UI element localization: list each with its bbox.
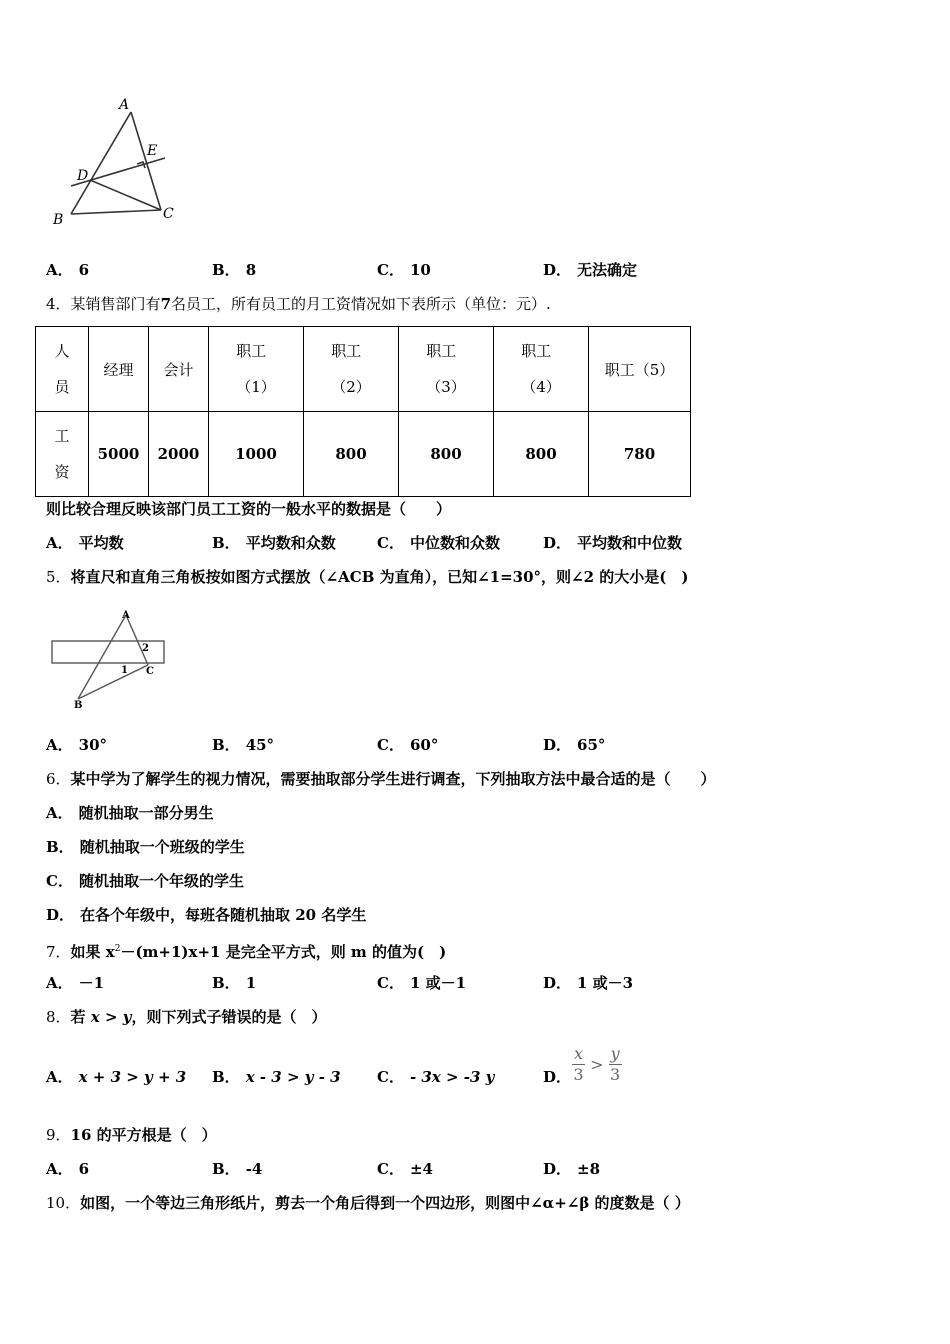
q8-question: 8．若 x > y，则下列式子错误的是（ ） xyxy=(46,1008,327,1026)
fig1-label-a: A xyxy=(119,97,130,113)
q9-question: 9．16 的平方根是（ ） xyxy=(46,1126,217,1144)
fig2-label-2: 2 xyxy=(142,643,149,654)
fig2-label-a: A xyxy=(122,610,130,621)
q9-option-c[interactable]: C． ±4 xyxy=(377,1160,433,1178)
table-cell-value: 1000 xyxy=(209,412,304,497)
q8-option-b[interactable]: B． x - 3 > y - 3 xyxy=(212,1068,341,1086)
fig2-label-b: B xyxy=(74,700,83,711)
table-header-staff-5: 职工（5） xyxy=(589,327,691,412)
q6-option-c[interactable]: C． 随机抽取一个年级的学生 xyxy=(46,872,244,890)
q6-option-d[interactable]: D． 在各个年级中，每班各随机抽取 20 名学生 xyxy=(46,906,367,924)
q3-option-d[interactable]: D． 无法确定 xyxy=(543,261,638,279)
q5-option-d[interactable]: D． 65° xyxy=(543,736,606,754)
q6-option-b[interactable]: B． 随机抽取一个班级的学生 xyxy=(46,838,245,856)
fig2-label-1: 1 xyxy=(121,665,128,676)
q8-option-a[interactable]: A． x + 3 > y + 3 xyxy=(46,1068,187,1086)
table-header-accountant: 会计 xyxy=(149,327,209,412)
q7-option-a[interactable]: A． －1 xyxy=(46,974,105,992)
table-cell-value: 5000 xyxy=(89,412,149,497)
q3-option-a[interactable]: A． 6 xyxy=(46,261,90,279)
q9-option-a[interactable]: A． 6 xyxy=(46,1160,90,1178)
table-cell-value: 800 xyxy=(494,412,589,497)
q10-question: 10．如图，一个等边三角形纸片，剪去一个角后得到一个四边形，则图中∠α+∠β 的度数是（ ） xyxy=(46,1194,690,1212)
q3-option-b[interactable]: B． 8 xyxy=(212,261,257,279)
table-cell-value: 780 xyxy=(589,412,691,497)
q6-option-a[interactable]: A． 随机抽取一部分男生 xyxy=(46,804,214,822)
fig2-label-c: C xyxy=(146,666,154,677)
q8-option-c[interactable]: C． - 3x > -3 y xyxy=(377,1068,495,1086)
q7-question: 7．如果 $x^2-(m+1)x+1$ 是完全平方式，则 m 的值为( ) xyxy=(46,943,447,961)
q8-option-d[interactable]: D． xyxy=(543,1068,572,1086)
q5-option-b[interactable]: B． 45° xyxy=(212,736,275,754)
q4-followup: 则比较合理反映该部门员工工资的一般水平的数据是（ ） xyxy=(46,500,452,518)
q7-option-d[interactable]: D． 1 或－3 xyxy=(543,974,634,992)
table-header-staff-1: 职工 （1） xyxy=(209,327,304,412)
q4-option-d[interactable]: D． 平均数和中位数 xyxy=(543,534,683,552)
table-row-head-wage: 工 资 xyxy=(36,412,89,497)
fraction-left: $\frac{x}{3}$ xyxy=(573,1044,584,1084)
fig1-label-e: E xyxy=(147,143,158,159)
fig1-label-b: B xyxy=(53,212,64,228)
q9-option-b[interactable]: B． -4 xyxy=(212,1160,263,1178)
table-header-staff-3: 职工 （3） xyxy=(399,327,494,412)
table-cell-value: 2000 xyxy=(149,412,209,497)
q5-option-a[interactable]: A． 30° xyxy=(46,736,108,754)
q4-option-a[interactable]: A． 平均数 xyxy=(46,534,124,552)
table-header-manager: 经理 xyxy=(89,327,149,412)
q4-option-c[interactable]: C． 中位数和众数 xyxy=(377,534,500,552)
fraction-right: $\frac{y}{3}$ xyxy=(610,1044,621,1084)
q3-triangle-figure xyxy=(45,92,185,232)
table-cell-value: 800 xyxy=(304,412,399,497)
q8-option-d-fraction: $\frac{x}{3}$ > $\frac{y}{3}$ xyxy=(573,1044,621,1084)
q7-option-c[interactable]: C． 1 或－1 xyxy=(377,974,467,992)
table-header-staff-4: 职工 （4） xyxy=(494,327,589,412)
q4-question: 4．某销售部门有7名员工，所有员工的月工资情况如下表所示（单位：元）. xyxy=(46,295,551,313)
q5-ruler-triangle-figure xyxy=(48,607,178,715)
wage-table xyxy=(35,326,691,497)
q3-option-c[interactable]: C． 10 xyxy=(377,261,431,279)
table-cell-value: 800 xyxy=(399,412,494,497)
fig1-label-d: D xyxy=(77,168,89,184)
q5-question: 5．将直尺和直角三角板按如图方式摆放（∠ACB 为直角），已知∠1=30°，则∠2 的大小是( ) xyxy=(46,568,689,586)
table-header-staff-2: 职工 （2） xyxy=(304,327,399,412)
q5-option-c[interactable]: C． 60° xyxy=(377,736,439,754)
q7-option-b[interactable]: B． 1 xyxy=(212,974,257,992)
q4-option-b[interactable]: B． 平均数和众数 xyxy=(212,534,336,552)
q9-option-d[interactable]: D． ±8 xyxy=(543,1160,601,1178)
q6-question: 6．某中学为了解学生的视力情况，需要抽取部分学生进行调查，下列抽取方法中最合适的是（ ） xyxy=(46,770,716,788)
fig1-label-c: C xyxy=(163,206,174,222)
table-header-person: 人 员 xyxy=(36,327,89,412)
